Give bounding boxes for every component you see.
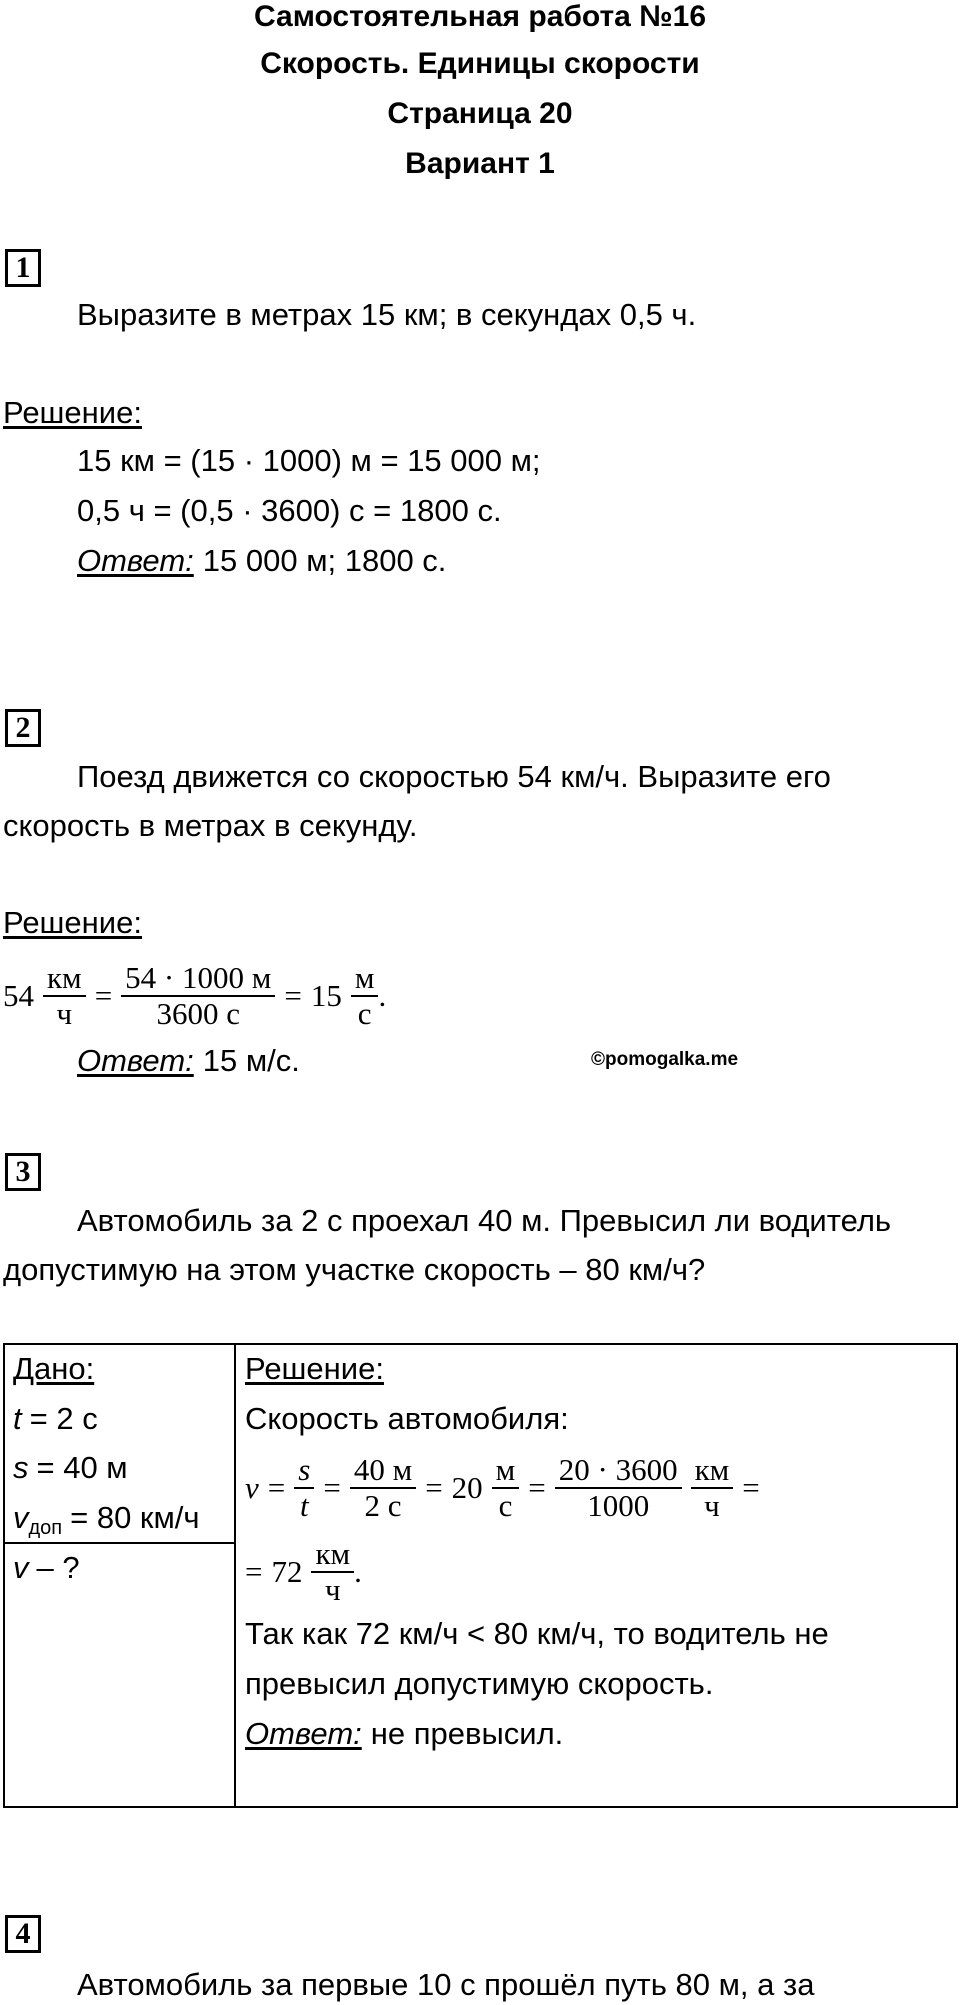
formula-number: 20 (451, 1470, 483, 1505)
given-item (13, 1499, 200, 1547)
formula-period: . (378, 978, 387, 1013)
fraction-numerator: км (691, 1453, 734, 1489)
given-item (13, 1449, 128, 1487)
formula-equals: = (284, 978, 302, 1013)
given-variable: s (13, 1450, 29, 1485)
table-column-divider (234, 1345, 236, 1806)
fraction-denominator: t (299, 1488, 309, 1523)
fraction-denominator: с (498, 1488, 513, 1523)
given-value: = 40 м (36, 1450, 128, 1485)
fraction-numerator: 54 · 1000 м (121, 961, 275, 997)
task-4-text: Автомобиль за первые 10 с прошёл путь 80 м, а за (77, 1967, 815, 2002)
fraction-numerator: км (43, 961, 86, 997)
formula-equals: = (742, 1470, 760, 1505)
given-label: Дано: (13, 1351, 95, 1386)
task-2-text: скорость в метрах в секунду. (3, 808, 418, 843)
fraction-denominator: 3600 с (156, 996, 241, 1031)
watermark: ©pomogalka.me (591, 1049, 739, 1070)
answer-value: 15 000 м; 1800 с. (202, 543, 447, 578)
fraction-denominator: 1000 (587, 1488, 650, 1523)
task-1-text: Выразите в метрах 15 км; в секундах 0,5 ч. (77, 297, 697, 332)
task-2-answer (77, 1042, 300, 1080)
task-3-number: 3 (5, 1153, 41, 1191)
formula-fraction (691, 1453, 734, 1523)
formula-fraction (350, 1453, 416, 1523)
task-4-number: 4 (5, 1915, 41, 1953)
given-value: = 80 км/ч (70, 1500, 200, 1535)
task-1-answer (77, 542, 446, 580)
task-2-number: 2 (5, 709, 41, 747)
fraction-denominator: ч (704, 1488, 720, 1523)
answer-value: 15 м/с. (202, 1043, 300, 1078)
formula-equals: = (425, 1470, 443, 1505)
task-3-solution-line: превысил допустимую скорость. (245, 1666, 714, 1701)
formula-equals: = (94, 978, 113, 1013)
formula-number: 72 (271, 1554, 303, 1589)
formula-fraction (492, 1453, 520, 1523)
unknown-value: – ? (36, 1550, 80, 1585)
given-subscript: доп (28, 1517, 63, 1539)
task-2-formula (3, 958, 395, 1034)
formula-fraction (555, 1453, 682, 1523)
formula-period: . (354, 1554, 362, 1589)
formula-equals: = (528, 1470, 546, 1505)
worksheet-variant: Вариант 1 (405, 147, 555, 180)
fraction-numerator: 20 · 3600 (555, 1453, 682, 1489)
task-2-solution-label: Решение: (3, 905, 142, 940)
given-variable: t (13, 1401, 22, 1436)
answer-label: Ответ: (77, 1043, 194, 1078)
fraction-numerator: м (351, 961, 379, 997)
given-value: = 2 с (29, 1401, 98, 1436)
formula-fraction (311, 1537, 354, 1607)
formula-variable: v (245, 1470, 259, 1505)
task-3-formula-line-2 (245, 1534, 371, 1610)
given-variable: v (13, 1500, 29, 1535)
formula-equals: = (323, 1470, 341, 1505)
fraction-denominator: с (357, 996, 372, 1031)
answer-value: не превысил. (370, 1716, 564, 1751)
task-3-solution-line: Так как 72 км/ч < 80 км/ч, то водитель не (245, 1616, 829, 1651)
fraction-numerator: s (294, 1453, 314, 1489)
worksheet-topic: Скорость. Единицы скорости (260, 47, 700, 80)
formula-fraction (43, 961, 86, 1031)
answer-label: Ответ: (77, 543, 194, 578)
worksheet-page-number: Страница 20 (387, 97, 573, 130)
unknown-item (13, 1549, 80, 1587)
fraction-numerator: м (492, 1453, 520, 1489)
fraction-denominator: ч (325, 1572, 341, 1607)
formula-number: 54 (3, 978, 34, 1013)
fraction-denominator: ч (56, 996, 73, 1031)
task-1-number: 1 (5, 249, 41, 287)
formula-number: 15 (310, 978, 342, 1013)
formula-fraction (121, 961, 275, 1031)
task-2-text: Поезд движется со скоростью 54 км/ч. Выразите его (77, 759, 831, 794)
fraction-numerator: 40 м (350, 1453, 416, 1489)
task-3-text: Автомобиль за 2 с проехал 40 м. Превысил ли водитель (77, 1203, 892, 1238)
task-1-solution-label: Решение: (3, 395, 142, 430)
formula-equals: = (245, 1554, 263, 1589)
formula-fraction (351, 961, 379, 1031)
fraction-numerator: км (311, 1537, 354, 1573)
task-3-formula-line-1 (245, 1450, 769, 1526)
task-3-text: допустимую на этом участке скорость – 80 км/ч? (3, 1252, 706, 1287)
answer-label: Ответ: (245, 1716, 362, 1751)
worksheet-title: Самостоятельная работа №16 (253, 0, 707, 33)
task-1-solution-line: 0,5 ч = (0,5 · 3600) с = 1800 с. (77, 493, 502, 528)
task-3-solution-label: Решение: (245, 1351, 384, 1386)
task-1-solution-line: 15 км = (15 · 1000) м = 15 000 м; (77, 443, 541, 478)
given-item (13, 1400, 98, 1438)
task-3-answer (245, 1715, 563, 1753)
formula-equals: = (267, 1470, 286, 1505)
fraction-denominator: 2 с (364, 1488, 402, 1523)
task-3-solution-intro: Скорость автомобиля: (245, 1401, 569, 1436)
unknown-variable: v (13, 1550, 29, 1585)
formula-fraction (294, 1453, 314, 1523)
